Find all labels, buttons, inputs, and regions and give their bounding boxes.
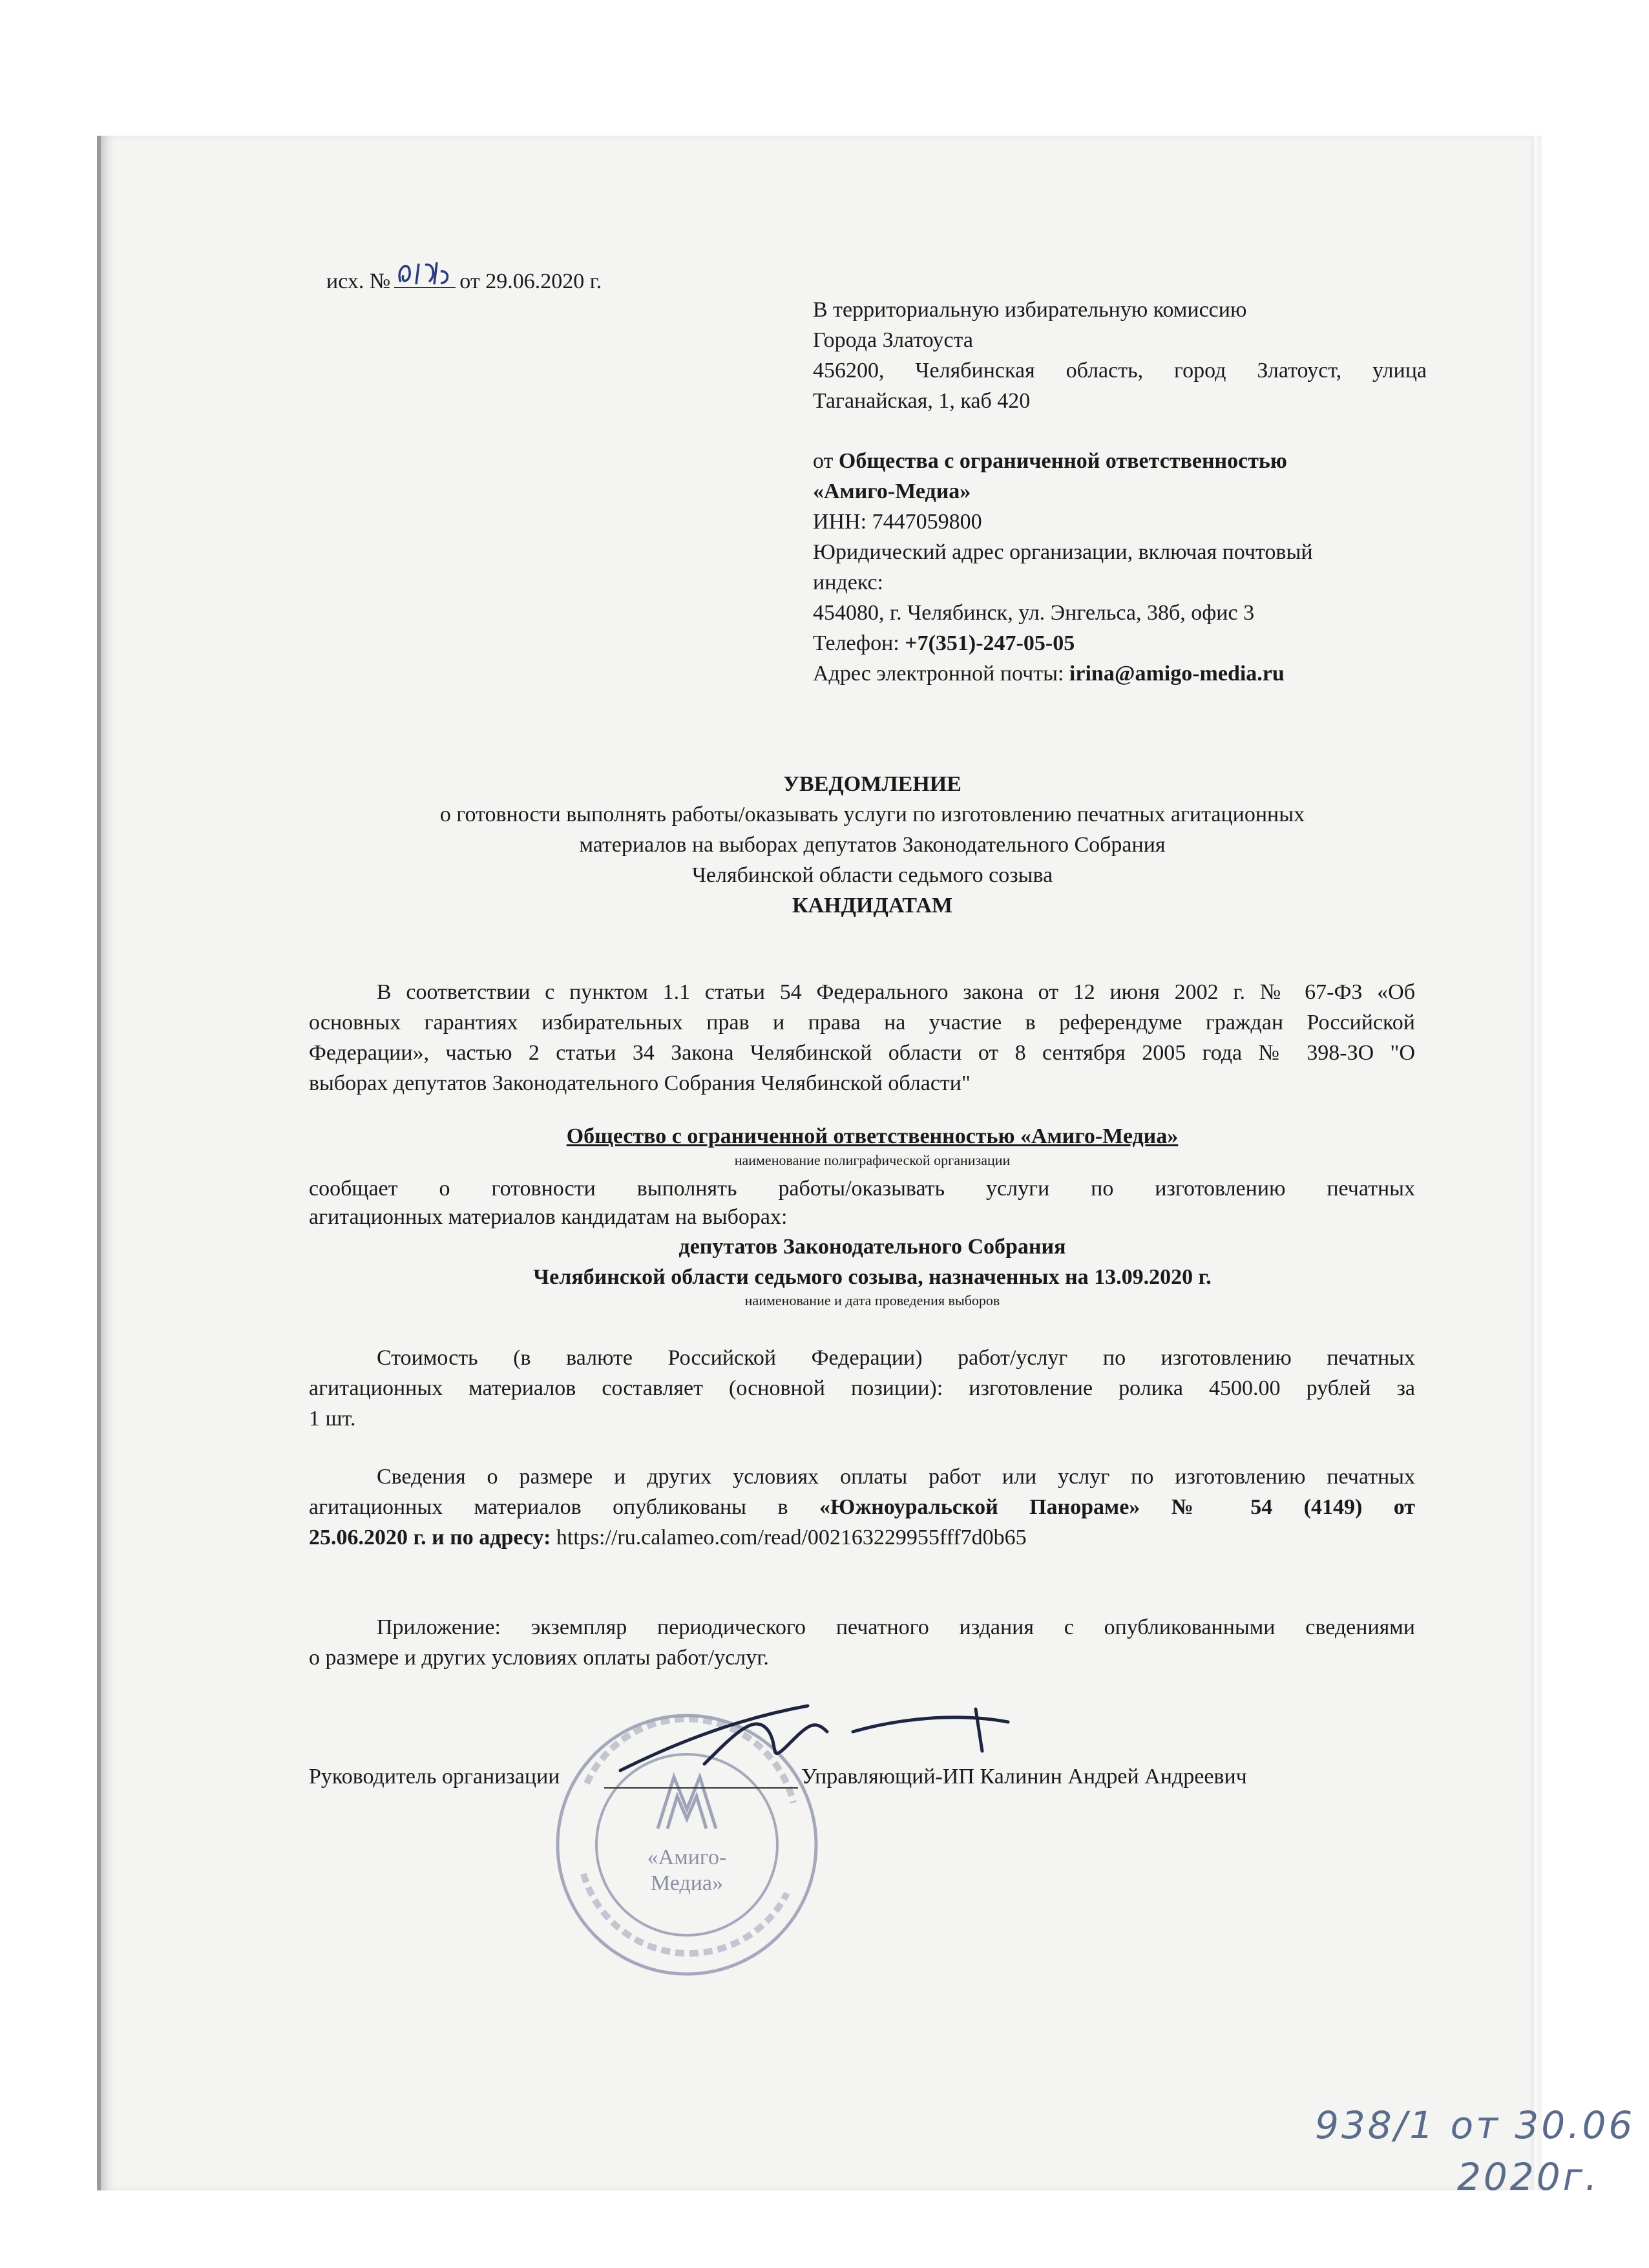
legal-address-label-1: Юридический адрес организации, включая почтовый [813, 540, 1313, 564]
election-name-2: Челябинской области седьмого созыва, назначенных на 13.09.2020 г. [533, 1265, 1212, 1289]
appendix-line-1: Приложение: экземпляр периодического печатного издания с опубликованными сведениями [377, 1615, 1415, 1639]
organization-caption: наименование полиграфической организации [734, 1152, 1011, 1168]
from-prefix: от [813, 449, 834, 473]
basis-line-2: основных гарантиях избирательных прав и права на участие в референдуме граждан Российской [309, 1011, 1415, 1034]
document-heading: УВЕДОМЛЕНИЕ [783, 772, 961, 796]
handwritten-note-line-2: 2020г. [1457, 2155, 1600, 2199]
price-line-3: 1 шт. [309, 1407, 356, 1431]
election-caption: наименование и дата проведения выборов [744, 1292, 1000, 1308]
basis-line-3: Федерации», частью 2 статьи 34 Закона Челябинской области от 8 сентября 2005 года № 398-ЗО "О [309, 1041, 1415, 1065]
email-label: Адрес электронной почты: [813, 662, 1064, 686]
title-line-3: Челябинской области седьмого созыва [691, 863, 1053, 887]
signature-left-label: Руководитель организации [309, 1765, 560, 1789]
basis-line-4: выборах депутатов Законодательного Собрания Челябинской области" [309, 1071, 971, 1095]
phone-label: Телефон: [813, 631, 899, 655]
readiness-line-1: сообщает о готовности выполнять работы/оказывать услуги по изготовлению печатных [309, 1177, 1415, 1201]
ref-prefix: исх. № [326, 269, 391, 293]
publication-line-1: Сведения о размере и других условиях оплаты работ или услуг по изготовлению печатных [377, 1465, 1415, 1489]
outgoing-reference [326, 264, 602, 297]
publication-url: https://ru.calameo.com/read/002163229955fff7d0b65 [556, 1526, 1027, 1549]
organization-name: Общество с ограниченной ответственностью «Амиго-Медиа» [566, 1124, 1179, 1148]
sender-inn: ИНН: 7447059800 [813, 510, 982, 534]
signature-line [604, 1787, 798, 1789]
publication-line-2 [309, 1492, 1415, 1522]
appendix-line-2: о размере и других условиях оплаты работ/услуг. [309, 1646, 769, 1670]
phone-value: +7(351)-247-05-05 [905, 631, 1075, 655]
stamp-text-1: «Амиго- [647, 1845, 727, 1869]
title-line-1: о готовности выполнять работы/оказывать услуги по изготовлению печатных агитационных [439, 803, 1305, 826]
document-subheading: КАНДИДАТАМ [792, 894, 953, 918]
recipient-line-3: 456200, Челябинская область, город Златоуст, улица [813, 359, 1427, 383]
newspaper-name: «Южноуральской Панораме» № 54 (4149) от [819, 1495, 1415, 1519]
recipient-line-1: В территориальную избирательную комиссию [813, 298, 1247, 322]
stamp-text-2: Медиа» [650, 1871, 724, 1895]
legal-address-label-2: индекс: [813, 571, 883, 594]
email-line [813, 658, 1427, 689]
publication-line-3 [309, 1522, 1415, 1553]
recipient-line-2: Города Златоуста [813, 328, 973, 352]
recipient-line-4: Таганайская, 1, каб 420 [813, 389, 1031, 413]
publication-line-2-text: агитационных материалов опубликованы в [309, 1495, 788, 1519]
readiness-line-2: агитационных материалов кандидатам на выборах: [309, 1205, 788, 1229]
legal-address: 454080, г. Челябинск, ул. Энгельса, 38б, офис 3 [813, 601, 1255, 625]
ref-date: от 29.06.2020 г. [459, 269, 602, 293]
title-line-2: материалов на выборах депутатов Законодательного Собрания [579, 833, 1166, 857]
basis-line-1: В соответствии с пунктом 1.1 статьи 54 Федерального закона от 12 июня 2002 г. № 67-ФЗ «Об [377, 980, 1415, 1004]
email-value: irina@amigo-media.ru [1069, 662, 1285, 686]
handwritten-note-line-1: 938/1 от 30.06 [1315, 2103, 1635, 2147]
ref-number-handwritten [394, 264, 456, 288]
phone-line [813, 628, 1427, 658]
sender-org-name-1: Общества с ограниченной ответственностью [838, 449, 1287, 473]
price-line-2: агитационных материалов составляет (основной позиции): изготовление ролика 4500.00 рублей за [309, 1376, 1415, 1400]
sender-line-1 [813, 446, 1427, 476]
sheet-edge [1531, 136, 1537, 2190]
signature-right-label: Управляющий-ИП Калинин Андрей Андреевич [801, 1765, 1247, 1789]
publication-date: 25.06.2020 г. и по адресу: [309, 1526, 551, 1549]
election-name-1: депутатов Законодательного Собрания [678, 1235, 1066, 1259]
price-line-1: Стоимость (в валюте Российской Федерации) работ/услуг по изготовлению печатных [377, 1346, 1415, 1370]
sender-org-name-2: «Амиго-Медиа» [813, 479, 971, 503]
